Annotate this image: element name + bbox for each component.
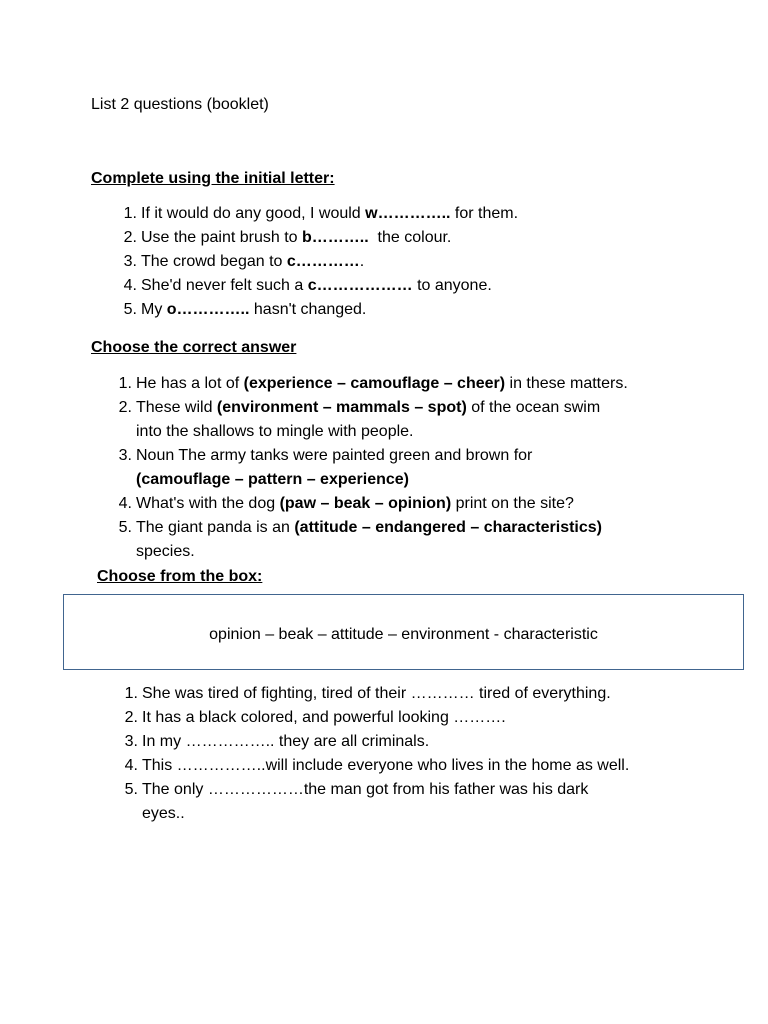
- section1-list: [123, 202, 519, 322]
- list-item: 2. These wild (environment – mammals – spot) of the ocean swim into the shallows to mingle with people.: [118, 399, 601, 440]
- list-item: 5. The giant panda is an (attitude – endangered – characteristics) species.: [118, 519, 602, 560]
- section2-list: [118, 372, 628, 564]
- list-item: 3. In my …………….. they are all criminals.: [124, 733, 430, 750]
- list-item: 2. It has a black colored, and powerful looking ……….: [124, 709, 506, 726]
- list-item: 4. What's with the dog (paw – beak – opinion) print on the site?: [118, 495, 574, 512]
- list-item: 5. My o………….. hasn't changed.: [123, 301, 367, 318]
- list-item: 1. She was tired of fighting, tired of their ………… tired of everything.: [124, 685, 611, 702]
- list-item: 2. Use the paint brush to b……….. the colour.: [123, 229, 452, 246]
- list-item: 3. Noun The army tanks were painted green and brown for (camouflage – pattern – experience): [118, 447, 533, 488]
- section2-heading: Choose the correct answer: [91, 339, 297, 356]
- list-item: 1. He has a lot of (experience – camouflage – cheer) in these matters.: [118, 375, 628, 392]
- document-title: List 2 questions (booklet): [91, 96, 269, 113]
- section3-list: [124, 682, 630, 826]
- list-item: 4. She'd never felt such a c……………… to anyone.: [123, 277, 492, 294]
- list-item: 1. If it would do any good, I would w………….. for them.: [123, 205, 519, 222]
- list-item: 4. This ……………..will include everyone who lives in the home as well.: [124, 757, 630, 774]
- word-box: [63, 594, 744, 670]
- word-box-text: opinion – beak – attitude – environment - characteristic: [209, 626, 598, 643]
- list-item: 5. The only ………………the man got from his father was his dark eyes..: [124, 781, 589, 822]
- section1-heading: Complete using the initial letter:: [91, 170, 335, 187]
- section3-heading: Choose from the box:: [97, 568, 263, 585]
- list-item: 3. The crowd began to c………….: [123, 253, 365, 270]
